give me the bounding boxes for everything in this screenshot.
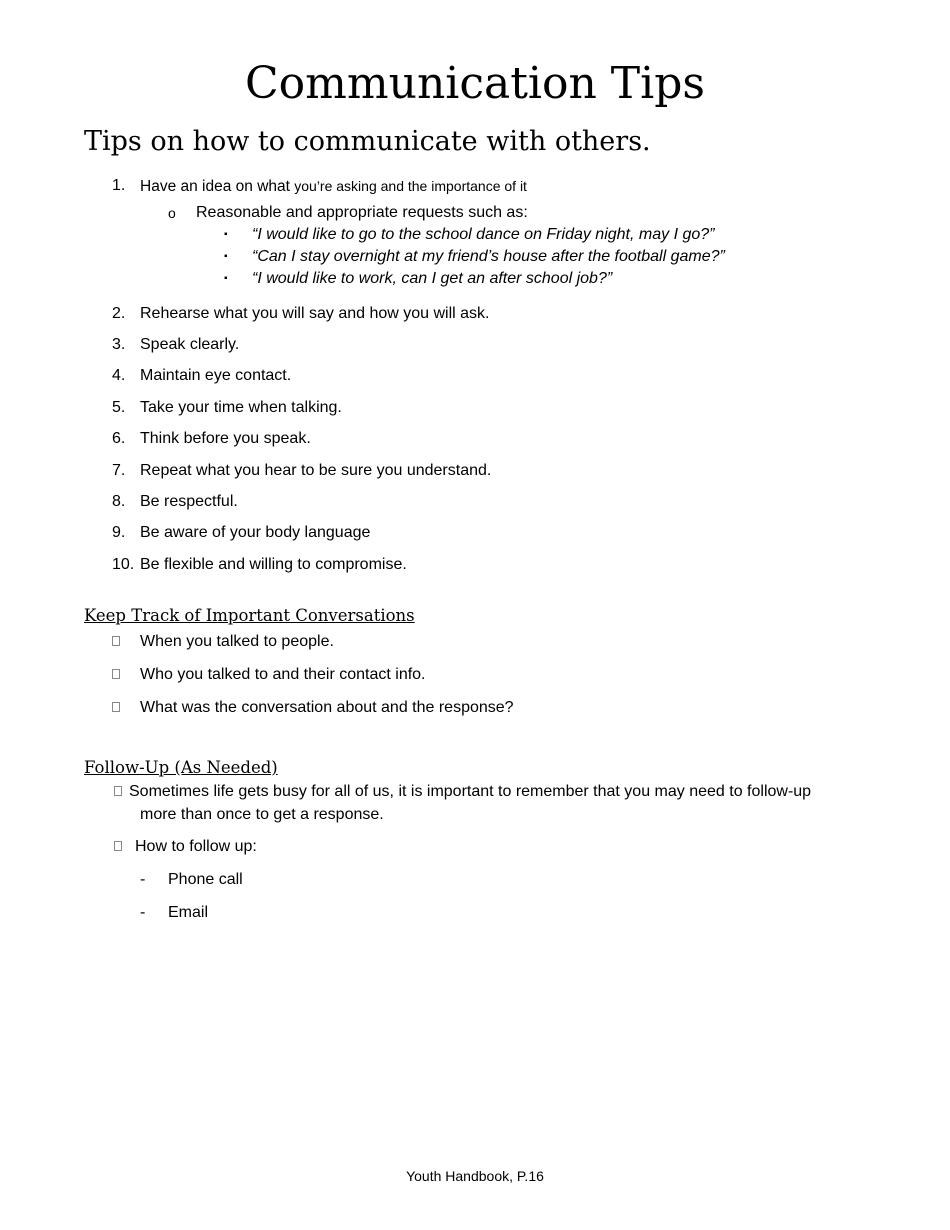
dash-bullet-icon: -	[140, 871, 146, 888]
tip-number: 1.	[112, 177, 126, 194]
tip-number: 10.	[112, 556, 135, 573]
example-quote-text: “I would like to work, can I get an after school job?”	[252, 270, 613, 287]
example-quote-text: “I would like to go to the school dance on Friday night, may I go?”	[252, 226, 715, 243]
page-subtitle: Tips on how to communicate with others.	[84, 126, 651, 157]
square-bullet-icon: ▪	[224, 273, 228, 284]
keep-track-text: What was the conversation about and the response?	[140, 699, 514, 716]
page-footer: Youth Handbook, P.16	[406, 1168, 544, 1184]
checkbox-bullet-icon	[112, 702, 120, 712]
tip-text: Rehearse what you will say and how you will ask.	[140, 305, 490, 322]
follow-up-method-text: Email	[168, 904, 209, 921]
follow-up-method-text: Phone call	[168, 871, 243, 888]
circle-bullet-icon: o	[168, 205, 176, 221]
tip-text	[140, 175, 527, 198]
square-bullet-icon: ▪	[224, 251, 228, 262]
tip-number: 9.	[112, 524, 126, 541]
tip-text: Think before you speak.	[140, 430, 311, 447]
tip-number: 4.	[112, 367, 126, 384]
follow-up-paragraph-text: Sometimes life gets busy for all of us, it is important to remember that you may need to follow-up	[129, 783, 812, 800]
tip-text: Be aware of your body language	[140, 524, 371, 541]
square-bullet-icon: ▪	[224, 229, 228, 240]
tip-text: Repeat what you hear to be sure you understand.	[140, 462, 492, 479]
example-quote-text: “Can I stay overnight at my friend’s house after the football game?”	[252, 248, 725, 265]
checkbox-bullet-icon	[114, 841, 122, 851]
follow-up-heading: Follow-Up (As Needed)	[84, 758, 278, 777]
keep-track-text: When you talked to people.	[140, 633, 334, 650]
tip-text: Be respectful.	[140, 493, 238, 510]
checkbox-bullet-icon	[112, 636, 120, 646]
tip-text-part-b: you’re asking and the importance of it	[294, 178, 527, 194]
dash-bullet-icon: -	[140, 904, 146, 921]
keep-track-text: Who you talked to and their contact info.	[140, 666, 426, 683]
checkbox-bullet-icon	[112, 669, 120, 679]
tip-text-part-a: Have an idea on what	[140, 178, 295, 195]
checkbox-bullet-icon	[114, 786, 122, 796]
tip-number: 5.	[112, 399, 126, 416]
tip-number: 8.	[112, 493, 126, 510]
tip-text: Speak clearly.	[140, 336, 240, 353]
tip-text: Maintain eye contact.	[140, 367, 292, 384]
follow-up-how-label: How to follow up:	[135, 838, 257, 855]
keep-track-heading: Keep Track of Important Conversations	[84, 606, 415, 625]
tip-number: 3.	[112, 336, 126, 353]
page-title: Communication Tips	[245, 58, 705, 109]
sub-bullet-text: Reasonable and appropriate requests such as:	[196, 204, 528, 221]
tip-number: 2.	[112, 305, 126, 322]
tip-number: 6.	[112, 430, 126, 447]
follow-up-paragraph-text: more than once to get a response.	[140, 806, 384, 823]
tip-text: Take your time when talking.	[140, 399, 342, 416]
tip-text: Be flexible and willing to compromise.	[140, 556, 407, 573]
tip-number: 7.	[112, 462, 126, 479]
